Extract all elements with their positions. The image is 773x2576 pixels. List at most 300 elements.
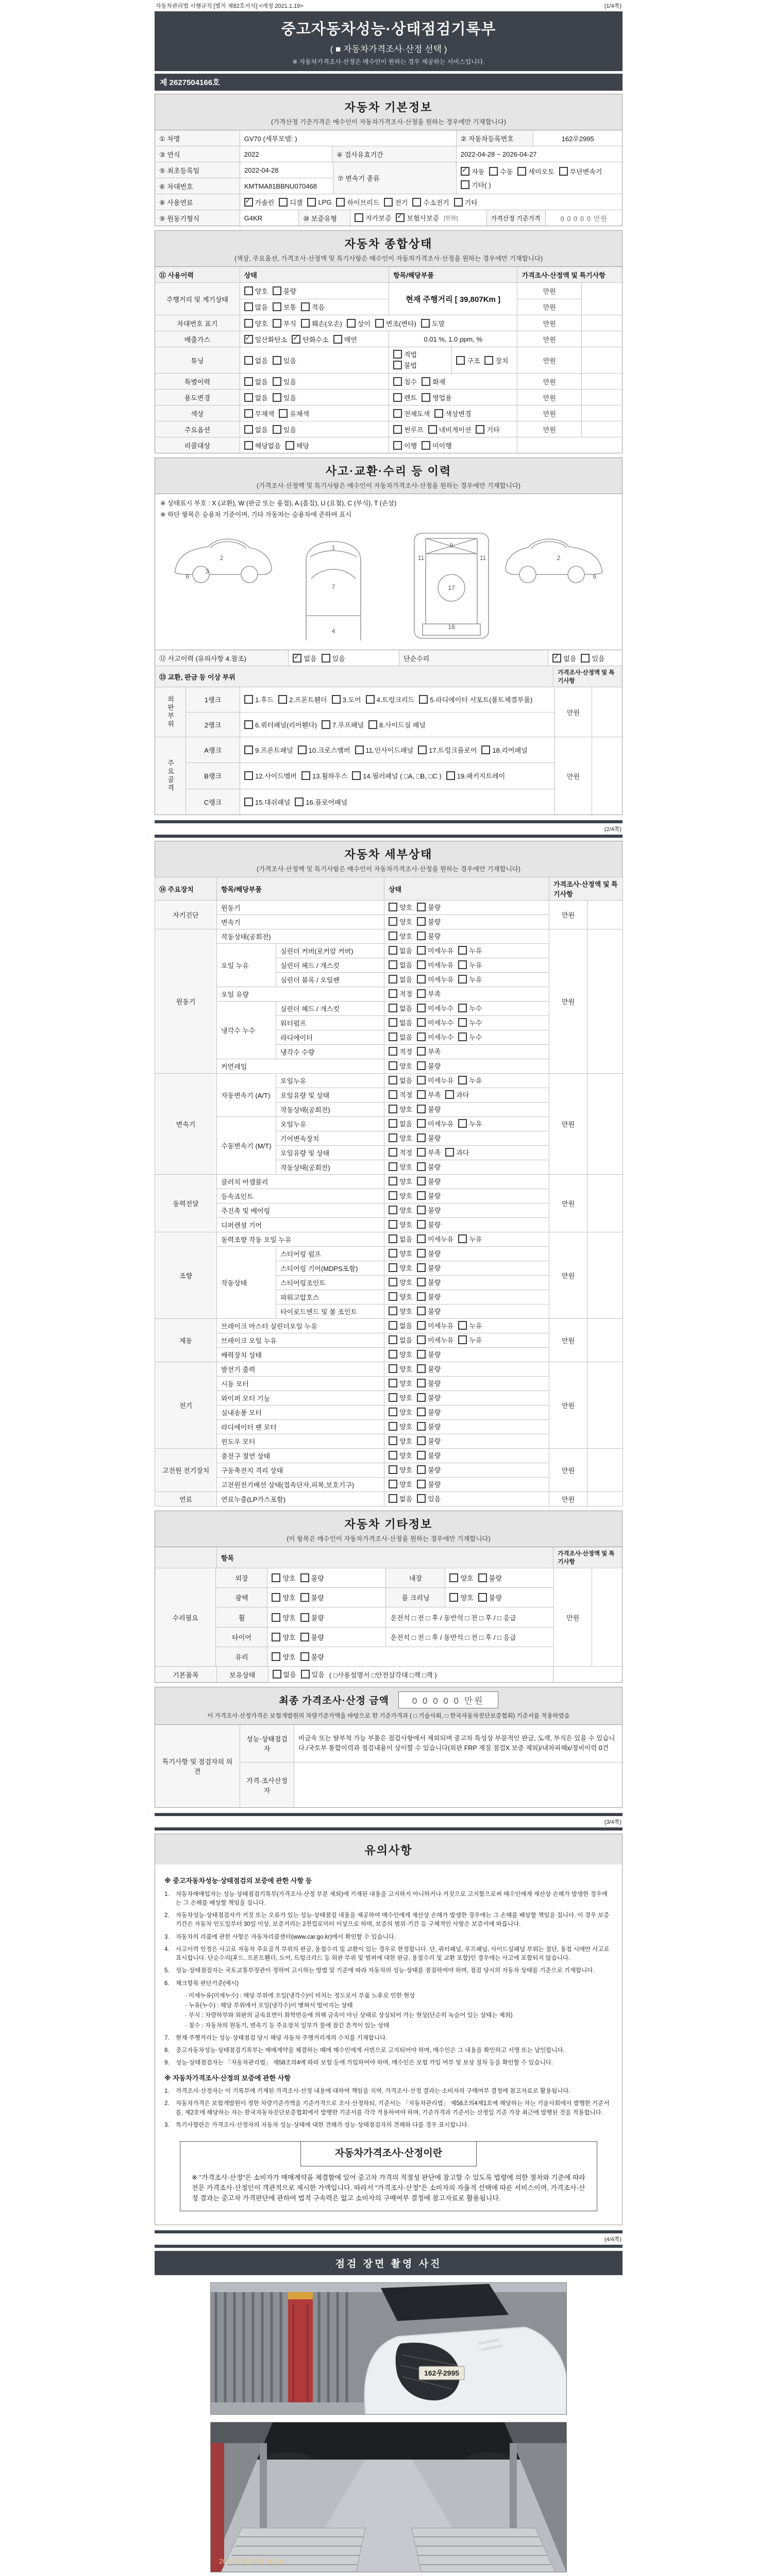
checkbox[interactable] xyxy=(417,1076,426,1084)
checkbox-option[interactable] xyxy=(417,1046,441,1056)
checkbox[interactable] xyxy=(389,1220,397,1229)
checkbox[interactable] xyxy=(393,393,402,402)
checkbox[interactable] xyxy=(300,1652,309,1661)
checkbox[interactable] xyxy=(393,377,402,386)
checkbox-option[interactable] xyxy=(322,653,345,663)
checkbox-option[interactable] xyxy=(417,1003,453,1013)
checkbox-option[interactable] xyxy=(458,1234,482,1244)
checkbox-option[interactable] xyxy=(417,1234,453,1244)
checkbox-option[interactable] xyxy=(461,180,491,190)
checkbox[interactable] xyxy=(417,1191,426,1200)
checkbox-option[interactable] xyxy=(389,1133,412,1143)
checkbox-option[interactable] xyxy=(417,1191,441,1200)
checkbox-option[interactable] xyxy=(458,1320,482,1330)
checkbox-option[interactable] xyxy=(389,1147,412,1157)
checkbox[interactable] xyxy=(244,335,253,344)
checkbox[interactable] xyxy=(389,1249,397,1258)
checkbox[interactable] xyxy=(244,745,253,754)
checkbox[interactable] xyxy=(244,771,253,780)
checkbox-option[interactable] xyxy=(389,1046,412,1056)
checkbox-option[interactable] xyxy=(417,1306,441,1316)
checkbox-option[interactable] xyxy=(292,334,328,344)
checkbox[interactable] xyxy=(244,695,253,704)
checkbox-option[interactable] xyxy=(389,1075,412,1085)
checkbox[interactable] xyxy=(336,198,345,207)
checkbox[interactable] xyxy=(393,350,402,359)
checkbox[interactable] xyxy=(244,425,253,434)
checkbox-option[interactable] xyxy=(272,1573,295,1583)
checkbox[interactable] xyxy=(559,167,568,176)
checkbox-option[interactable] xyxy=(417,1147,441,1157)
checkbox[interactable] xyxy=(417,1220,426,1229)
checkbox[interactable] xyxy=(368,720,377,729)
checkbox-option[interactable] xyxy=(389,1104,412,1114)
checkbox[interactable] xyxy=(272,1613,280,1622)
checkbox-option[interactable] xyxy=(489,166,513,176)
checkbox-option[interactable] xyxy=(300,1592,324,1602)
checkbox-option[interactable] xyxy=(273,286,296,296)
checkbox[interactable] xyxy=(279,198,288,207)
checkbox[interactable] xyxy=(417,1364,426,1373)
checkbox-option[interactable] xyxy=(389,1465,412,1475)
checkbox-option[interactable] xyxy=(393,377,417,386)
checkbox-option[interactable] xyxy=(389,989,412,998)
checkbox[interactable] xyxy=(301,319,310,328)
checkbox-option[interactable] xyxy=(389,917,412,926)
checkbox[interactable] xyxy=(454,198,463,207)
checkbox[interactable] xyxy=(461,180,469,189)
checkbox[interactable] xyxy=(458,1004,467,1012)
checkbox[interactable] xyxy=(458,1335,467,1344)
checkbox[interactable] xyxy=(244,798,253,806)
checkbox-option[interactable] xyxy=(389,1061,412,1071)
checkbox-option[interactable] xyxy=(389,1003,412,1013)
checkbox[interactable] xyxy=(417,1451,426,1460)
checkbox-option[interactable] xyxy=(389,1176,412,1186)
checkbox-option[interactable] xyxy=(393,409,430,418)
checkbox[interactable] xyxy=(273,356,281,365)
checkbox[interactable] xyxy=(389,1105,397,1113)
checkbox[interactable] xyxy=(417,1004,426,1012)
checkbox-option[interactable] xyxy=(298,745,350,755)
checkbox-option[interactable] xyxy=(417,1219,441,1229)
checkbox-option[interactable] xyxy=(322,720,364,730)
checkbox[interactable] xyxy=(417,1119,426,1128)
checkbox[interactable] xyxy=(389,1206,397,1214)
checkbox-option[interactable] xyxy=(389,1349,412,1359)
checkbox-option[interactable] xyxy=(279,409,309,418)
checkbox-option[interactable] xyxy=(389,1479,412,1489)
checkbox-option[interactable] xyxy=(417,1393,441,1402)
checkbox[interactable] xyxy=(298,745,307,754)
checkbox[interactable] xyxy=(458,946,467,955)
checkbox[interactable] xyxy=(389,1465,397,1474)
checkbox[interactable] xyxy=(244,393,253,402)
checkbox-option[interactable] xyxy=(244,377,268,386)
checkbox-option[interactable] xyxy=(244,440,281,450)
checkbox-option[interactable] xyxy=(295,797,347,807)
checkbox[interactable] xyxy=(417,1090,426,1099)
checkbox[interactable] xyxy=(293,654,301,663)
checkbox[interactable] xyxy=(322,720,330,729)
checkbox[interactable] xyxy=(417,1379,426,1387)
checkbox-option[interactable] xyxy=(458,1335,482,1345)
checkbox[interactable] xyxy=(389,1061,397,1070)
checkbox[interactable] xyxy=(458,960,467,969)
checkbox[interactable] xyxy=(244,302,253,311)
checkbox[interactable] xyxy=(389,1350,397,1359)
checkbox[interactable] xyxy=(417,1206,426,1214)
checkbox[interactable] xyxy=(389,946,397,955)
checkbox-option[interactable] xyxy=(293,653,316,663)
checkbox[interactable] xyxy=(484,356,493,365)
checkbox[interactable] xyxy=(422,377,430,386)
checkbox[interactable] xyxy=(417,1408,426,1416)
checkbox-option[interactable] xyxy=(244,409,275,418)
checkbox-option[interactable] xyxy=(389,1306,412,1316)
checkbox-option[interactable] xyxy=(244,302,268,312)
checkbox[interactable] xyxy=(445,1090,454,1099)
checkbox[interactable] xyxy=(389,1090,397,1099)
checkbox[interactable] xyxy=(272,1593,280,1602)
checkbox-option[interactable] xyxy=(389,1118,412,1128)
checkbox-option[interactable] xyxy=(244,425,268,434)
checkbox-option[interactable] xyxy=(458,960,482,970)
checkbox-option[interactable] xyxy=(458,1032,482,1042)
checkbox[interactable] xyxy=(449,1593,458,1602)
checkbox[interactable] xyxy=(300,1573,309,1582)
checkbox[interactable] xyxy=(389,989,397,998)
checkbox[interactable] xyxy=(389,1032,397,1041)
checkbox[interactable] xyxy=(333,335,342,344)
checkbox[interactable] xyxy=(389,1234,397,1243)
checkbox[interactable] xyxy=(375,319,384,328)
checkbox-option[interactable] xyxy=(301,302,325,312)
checkbox-option[interactable] xyxy=(418,745,477,755)
checkbox[interactable] xyxy=(389,975,397,984)
checkbox-option[interactable] xyxy=(417,1364,441,1374)
checkbox-option[interactable] xyxy=(384,197,408,207)
checkbox[interactable] xyxy=(552,654,561,663)
checkbox-option[interactable] xyxy=(389,1393,412,1402)
checkbox-option[interactable] xyxy=(458,974,482,984)
checkbox[interactable] xyxy=(389,917,397,926)
checkbox-option[interactable] xyxy=(417,1407,441,1417)
checkbox-option[interactable] xyxy=(417,1090,441,1099)
checkbox-option[interactable] xyxy=(417,989,441,998)
checkbox[interactable] xyxy=(412,198,421,207)
checkbox[interactable] xyxy=(244,441,253,450)
checkbox[interactable] xyxy=(389,1148,397,1157)
checkbox-option[interactable] xyxy=(417,1494,441,1503)
checkbox[interactable] xyxy=(272,1652,280,1661)
checkbox[interactable] xyxy=(445,1148,454,1157)
checkbox-option[interactable] xyxy=(396,213,439,223)
checkbox-option[interactable] xyxy=(419,694,532,704)
checkbox-option[interactable] xyxy=(417,945,453,955)
checkbox-option[interactable] xyxy=(417,1118,453,1128)
checkbox-option[interactable] xyxy=(417,1018,453,1027)
checkbox-option[interactable] xyxy=(478,1573,502,1583)
checkbox-option[interactable] xyxy=(389,1320,412,1330)
checkbox[interactable] xyxy=(352,771,361,780)
checkbox[interactable] xyxy=(419,695,428,704)
checkbox[interactable] xyxy=(389,1162,397,1171)
checkbox[interactable] xyxy=(295,798,304,806)
checkbox[interactable] xyxy=(458,1076,467,1084)
checkbox[interactable] xyxy=(417,1307,426,1315)
checkbox[interactable] xyxy=(389,1133,397,1142)
checkbox-option[interactable] xyxy=(417,960,453,970)
checkbox-option[interactable] xyxy=(393,360,417,370)
checkbox[interactable] xyxy=(417,1480,426,1488)
checkbox[interactable] xyxy=(417,946,426,955)
checkbox-option[interactable] xyxy=(244,797,290,807)
checkbox-option[interactable] xyxy=(273,318,296,328)
checkbox-option[interactable] xyxy=(417,1248,441,1258)
checkbox[interactable] xyxy=(417,1263,426,1272)
checkbox-option[interactable] xyxy=(389,1090,412,1099)
checkbox-option[interactable] xyxy=(389,1335,412,1345)
checkbox-option[interactable] xyxy=(347,318,371,328)
checkbox[interactable] xyxy=(417,1350,426,1359)
checkbox[interactable] xyxy=(307,198,316,207)
checkbox-option[interactable] xyxy=(333,334,357,344)
checkbox[interactable] xyxy=(458,1234,467,1243)
checkbox[interactable] xyxy=(417,989,426,998)
checkbox-option[interactable] xyxy=(273,425,296,434)
checkbox-option[interactable] xyxy=(389,902,412,912)
checkbox-option[interactable] xyxy=(366,694,415,704)
checkbox-option[interactable] xyxy=(422,393,452,402)
checkbox-option[interactable] xyxy=(454,197,478,207)
checkbox[interactable] xyxy=(417,1105,426,1113)
checkbox[interactable] xyxy=(417,903,426,911)
checkbox-option[interactable] xyxy=(273,393,296,402)
checkbox[interactable] xyxy=(389,1408,397,1416)
checkbox[interactable] xyxy=(389,1480,397,1488)
checkbox[interactable] xyxy=(389,1004,397,1012)
checkbox-option[interactable] xyxy=(273,355,296,365)
checkbox[interactable] xyxy=(355,745,364,754)
checkbox-option[interactable] xyxy=(389,1234,412,1244)
checkbox[interactable] xyxy=(422,441,430,450)
checkbox[interactable] xyxy=(273,319,281,328)
checkbox-option[interactable] xyxy=(244,286,268,296)
checkbox[interactable] xyxy=(273,393,281,402)
checkbox[interactable] xyxy=(417,1321,426,1330)
checkbox-option[interactable] xyxy=(417,1436,441,1446)
checkbox[interactable] xyxy=(417,1422,426,1431)
checkbox[interactable] xyxy=(478,1573,487,1582)
checkbox-option[interactable] xyxy=(389,974,412,984)
checkbox[interactable] xyxy=(389,1307,397,1315)
checkbox-option[interactable] xyxy=(300,1632,324,1642)
checkbox-option[interactable] xyxy=(332,694,361,704)
checkbox-option[interactable] xyxy=(244,694,274,704)
checkbox-option[interactable] xyxy=(417,1349,441,1359)
checkbox-option[interactable] xyxy=(481,745,527,755)
checkbox-option[interactable] xyxy=(484,355,508,365)
checkbox-option[interactable] xyxy=(273,377,296,386)
checkbox-option[interactable] xyxy=(389,1407,412,1417)
checkbox[interactable] xyxy=(389,1451,397,1460)
checkbox[interactable] xyxy=(273,425,281,434)
checkbox-option[interactable] xyxy=(476,425,499,434)
checkbox-option[interactable] xyxy=(449,1573,473,1583)
checkbox[interactable] xyxy=(389,1335,397,1344)
checkbox-option[interactable] xyxy=(244,334,288,344)
checkbox[interactable] xyxy=(417,1494,426,1503)
checkbox[interactable] xyxy=(273,377,281,386)
checkbox[interactable] xyxy=(300,1613,309,1622)
checkbox[interactable] xyxy=(292,335,300,344)
checkbox-option[interactable] xyxy=(244,393,268,402)
checkbox[interactable] xyxy=(285,441,294,450)
checkbox[interactable] xyxy=(244,409,253,418)
checkbox[interactable] xyxy=(417,1061,426,1070)
checkbox-option[interactable] xyxy=(272,1632,295,1642)
checkbox[interactable] xyxy=(481,745,490,754)
checkbox[interactable] xyxy=(417,917,426,926)
checkbox[interactable] xyxy=(273,302,281,311)
checkbox[interactable] xyxy=(417,960,426,969)
checkbox-option[interactable] xyxy=(393,425,424,434)
checkbox[interactable] xyxy=(417,1177,426,1185)
checkbox-option[interactable] xyxy=(417,931,441,941)
checkbox[interactable] xyxy=(417,1133,426,1142)
checkbox[interactable] xyxy=(458,1018,467,1027)
checkbox[interactable] xyxy=(301,771,310,780)
checkbox[interactable] xyxy=(389,1292,397,1301)
checkbox-option[interactable] xyxy=(273,1669,296,1679)
checkbox-option[interactable] xyxy=(389,1292,412,1301)
checkbox[interactable] xyxy=(273,286,281,295)
checkbox-option[interactable] xyxy=(301,771,347,781)
checkbox-option[interactable] xyxy=(517,166,554,176)
checkbox-option[interactable] xyxy=(422,377,445,386)
checkbox-option[interactable] xyxy=(389,1248,412,1258)
checkbox-option[interactable] xyxy=(355,213,391,223)
checkbox[interactable] xyxy=(389,931,397,940)
checkbox[interactable] xyxy=(458,1321,467,1330)
checkbox[interactable] xyxy=(389,1379,397,1387)
checkbox-option[interactable] xyxy=(389,945,412,955)
checkbox[interactable] xyxy=(322,654,330,663)
checkbox-option[interactable] xyxy=(336,197,379,207)
checkbox-option[interactable] xyxy=(244,197,275,207)
checkbox-option[interactable] xyxy=(417,902,441,912)
checkbox[interactable] xyxy=(417,1162,426,1171)
checkbox-option[interactable] xyxy=(389,1162,412,1172)
checkbox-option[interactable] xyxy=(417,1450,441,1460)
checkbox-option[interactable] xyxy=(458,1075,482,1085)
checkbox-option[interactable] xyxy=(393,393,417,402)
checkbox-option[interactable] xyxy=(375,318,416,328)
checkbox[interactable] xyxy=(244,377,253,386)
checkbox[interactable] xyxy=(389,1364,397,1373)
checkbox-option[interactable] xyxy=(428,425,472,434)
checkbox[interactable] xyxy=(418,745,427,754)
checkbox-option[interactable] xyxy=(389,1219,412,1229)
checkbox-option[interactable] xyxy=(389,1205,412,1215)
checkbox[interactable] xyxy=(301,302,310,311)
checkbox-option[interactable] xyxy=(389,1378,412,1388)
checkbox[interactable] xyxy=(389,960,397,969)
checkbox[interactable] xyxy=(279,409,288,418)
checkbox-option[interactable] xyxy=(417,1104,441,1114)
checkbox-option[interactable] xyxy=(244,745,293,755)
checkbox[interactable] xyxy=(389,1263,397,1272)
checkbox[interactable] xyxy=(581,654,590,663)
checkbox[interactable] xyxy=(417,1278,426,1286)
checkbox[interactable] xyxy=(300,1593,309,1602)
checkbox-option[interactable] xyxy=(417,917,441,926)
checkbox[interactable] xyxy=(389,1321,397,1330)
checkbox[interactable] xyxy=(300,1633,309,1641)
checkbox[interactable] xyxy=(389,1177,397,1185)
checkbox[interactable] xyxy=(417,1249,426,1258)
checkbox[interactable] xyxy=(428,425,437,434)
checkbox[interactable] xyxy=(478,1593,487,1602)
checkbox[interactable] xyxy=(244,286,253,295)
checkbox-option[interactable] xyxy=(389,1018,412,1027)
checkbox-option[interactable] xyxy=(417,1277,441,1287)
checkbox[interactable] xyxy=(434,409,443,418)
checkbox-option[interactable] xyxy=(421,318,445,328)
checkbox-option[interactable] xyxy=(244,355,268,365)
checkbox[interactable] xyxy=(278,695,287,704)
checkbox[interactable] xyxy=(244,319,253,328)
checkbox-option[interactable] xyxy=(417,1133,441,1143)
checkbox-option[interactable] xyxy=(417,1032,453,1042)
checkbox[interactable] xyxy=(489,167,498,176)
checkbox-option[interactable] xyxy=(389,1032,412,1042)
checkbox[interactable] xyxy=(389,1278,397,1286)
checkbox[interactable] xyxy=(417,1292,426,1301)
checkbox[interactable] xyxy=(389,1494,397,1503)
checkbox[interactable] xyxy=(389,1436,397,1445)
checkbox-option[interactable] xyxy=(417,1061,441,1071)
checkbox[interactable] xyxy=(417,1032,426,1041)
checkbox-option[interactable] xyxy=(244,771,297,781)
checkbox-option[interactable] xyxy=(389,960,412,970)
checkbox[interactable] xyxy=(417,1018,426,1027)
checkbox-option[interactable] xyxy=(301,318,342,328)
checkbox-option[interactable] xyxy=(393,349,417,359)
checkbox[interactable] xyxy=(244,356,253,365)
checkbox[interactable] xyxy=(347,319,356,328)
checkbox-option[interactable] xyxy=(279,197,303,207)
checkbox-option[interactable] xyxy=(389,931,412,941)
checkbox-option[interactable] xyxy=(458,945,482,955)
checkbox[interactable] xyxy=(458,975,467,984)
checkbox[interactable] xyxy=(458,1119,467,1128)
checkbox[interactable] xyxy=(393,361,402,369)
checkbox-option[interactable] xyxy=(458,1018,482,1027)
checkbox-option[interactable] xyxy=(445,1147,469,1157)
checkbox[interactable] xyxy=(272,1573,280,1582)
checkbox-option[interactable] xyxy=(285,440,309,450)
checkbox-option[interactable] xyxy=(389,1450,412,1460)
checkbox-option[interactable] xyxy=(446,771,505,781)
checkbox[interactable] xyxy=(417,1465,426,1474)
checkbox-option[interactable] xyxy=(417,1205,441,1215)
checkbox[interactable] xyxy=(389,1191,397,1200)
checkbox[interactable] xyxy=(272,1633,280,1641)
checkbox-option[interactable] xyxy=(389,1277,412,1287)
checkbox[interactable] xyxy=(461,167,469,176)
